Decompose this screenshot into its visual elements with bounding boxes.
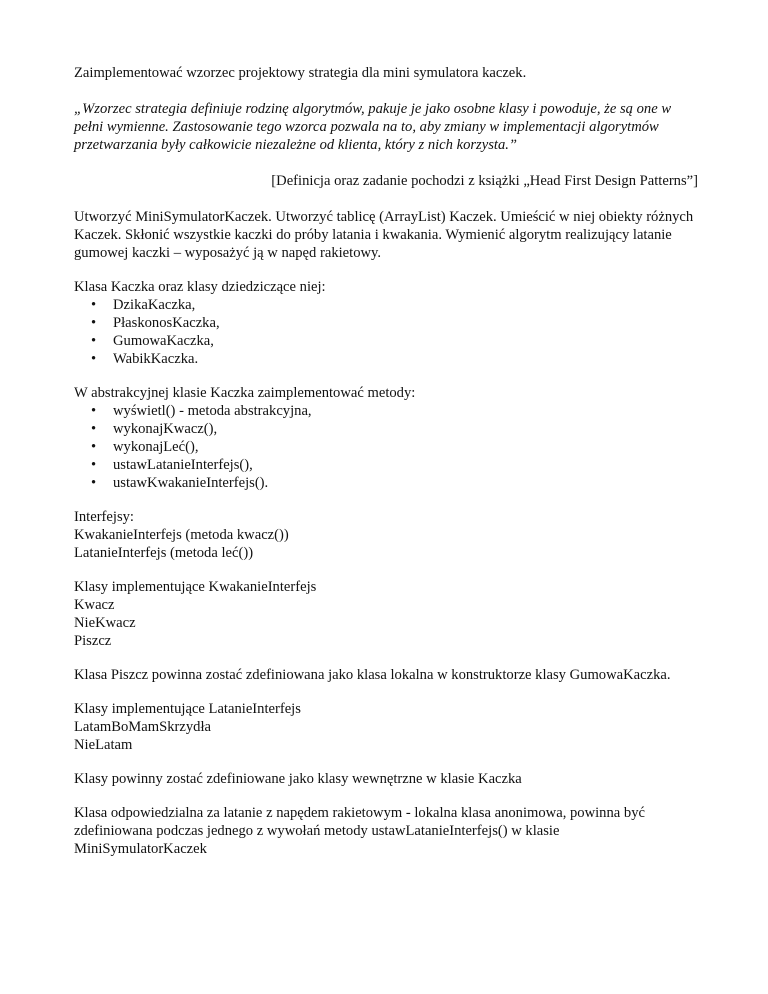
- list-item: • WabikKaczka.: [74, 350, 696, 368]
- quack-impl-section: [74, 578, 696, 650]
- piszcz-note: Klasa Piszcz powinna zostać zdefiniowana jako klasa lokalna w konstruktorze klasy GumowaKaczka.: [74, 667, 671, 683]
- list-item: • wykonajLeć(),: [74, 438, 696, 456]
- methods-section: [74, 384, 696, 492]
- source-citation: [Definicja oraz zadanie pochodzi z książki „Head First Design Patterns”]: [271, 173, 698, 189]
- fly-impl-section: [74, 700, 696, 754]
- classes-list: [74, 296, 696, 368]
- quack-class-line: NieKwacz: [74, 615, 136, 631]
- interfaces-heading: Interfejsy:: [74, 509, 134, 525]
- list-item: • GumowaKaczka,: [74, 332, 696, 350]
- list-item: • ustawKwakanieInterfejs().: [74, 474, 696, 492]
- list-item: • DzikaKaczka,: [74, 296, 696, 314]
- inner-classes-note: Klasy powinny zostać zdefiniowane jako klasy wewnętrzne w klasie Kaczka: [74, 771, 522, 787]
- interface-line: LatanieInterfejs (metoda leć()): [74, 545, 254, 561]
- list-item: • ustawLatanieInterfejs(),: [74, 456, 696, 474]
- list-item: • wyświetl() - metoda abstrakcyjna,: [74, 402, 696, 420]
- fly-impl-heading: Klasy implementujące LatanieInterfejs: [74, 701, 301, 717]
- quack-class-line: Kwacz: [74, 597, 115, 613]
- classes-section: [74, 278, 696, 368]
- classes-heading: Klasa Kaczka oraz klasy dziedziczące niej:: [74, 279, 326, 295]
- quack-class-line: Piszcz: [74, 633, 112, 649]
- rocket-note: Klasa odpowiedzialna za latanie z napędem rakietowym - lokalna klasa anonimowa, powinna być zdefiniowana podczas jednego z wywołań metody ustawLatanieInterfejs() w klasie MiniSymulatorKaczek: [74, 805, 645, 857]
- task-paragraph: Utworzyć MiniSymulatorKaczek. Utworzyć tablicę (ArrayList) Kaczek. Umieścić w niej obiekty różnych Kaczek. Skłonić wszystkie kaczki do próby latania i kwakania. Wymienić algorytm realizujący latanie gumowej kaczki – wyposażyć ją w napęd rakietowy.: [74, 209, 694, 261]
- list-item: • PłaskonosKaczka,: [74, 314, 696, 332]
- quack-impl-heading: Klasy implementujące KwakanieInterfejs: [74, 579, 317, 595]
- list-item: • wykonajKwacz(),: [74, 420, 696, 438]
- interface-line: KwakanieInterfejs (metoda kwacz()): [74, 527, 289, 543]
- methods-heading: W abstrakcyjnej klasie Kaczka zaimplementować metody:: [74, 385, 416, 401]
- intro-paragraph: Zaimplementować wzorzec projektowy strategia dla mini symulatora kaczek.: [74, 65, 527, 81]
- methods-list: [74, 402, 696, 492]
- interfaces-section: [74, 508, 696, 562]
- fly-class-line: NieLatam: [74, 737, 133, 753]
- fly-class-line: LatamBoMamSkrzydła: [74, 719, 211, 735]
- definition-quote: „Wzorzec strategia definiuje rodzinę algorytmów, pakuje je jako osobne klasy i powoduje, że są one w pełni wymienne. Zastosowanie tego wzorca pozwala na to, aby zmiany w implementacji algorytmów przetwarzania były całkowicie niezależne od klienta, który z nich korzysta.”: [74, 101, 672, 153]
